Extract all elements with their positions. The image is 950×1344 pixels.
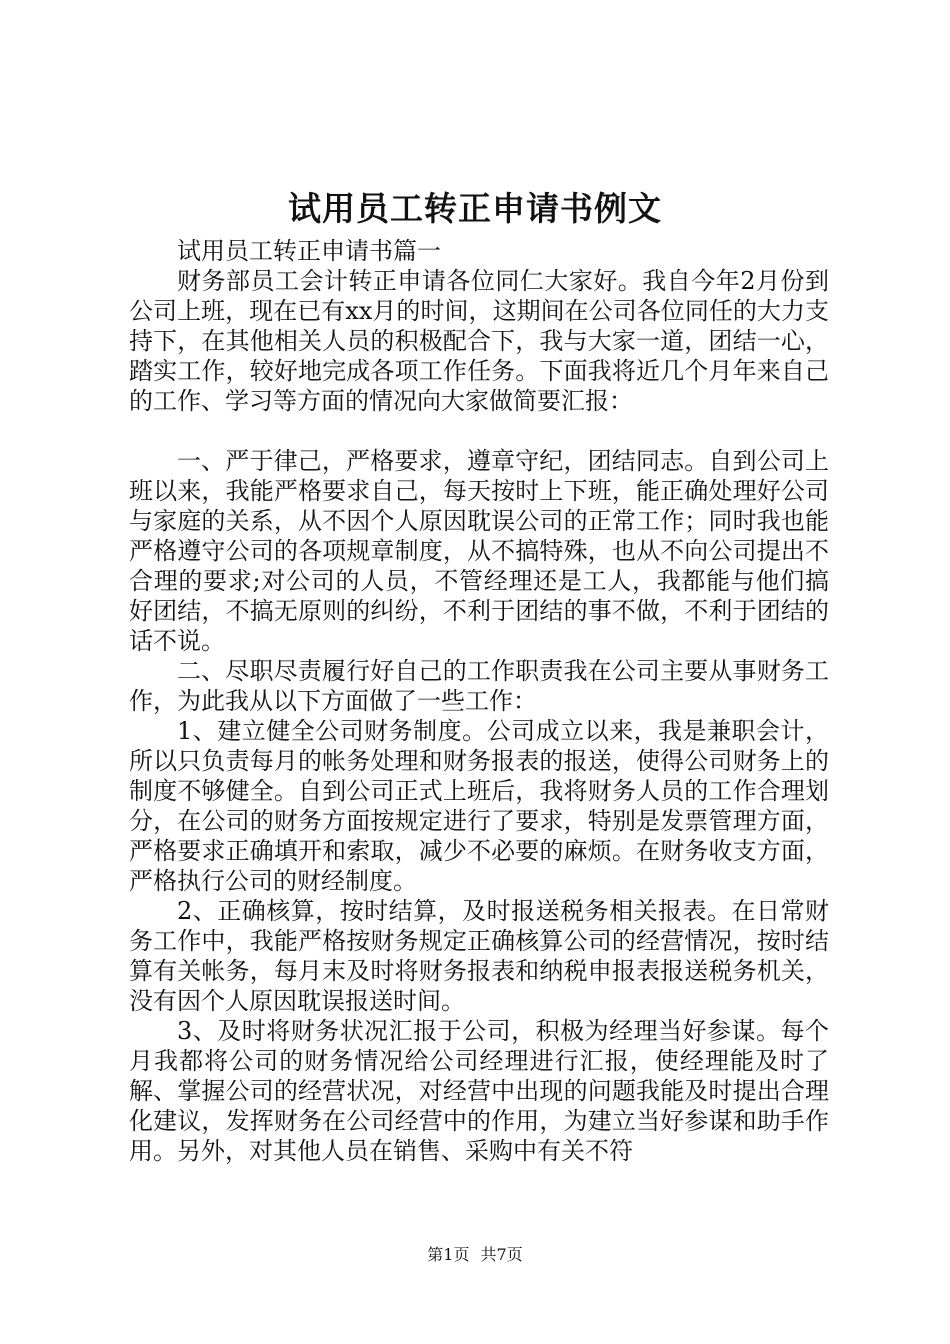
paragraph-discipline: 一、严于律己，严格要求，遵章守纪，团结同志。自到公司上班以来，我能严格要求自己，每天按时上下班，能正确处理好公司与家庭的关系，从不因个人原因耽误公司的正常工作；同时我也能严格遵守公司的各项规章制度，从不搞特殊，也从不向公司提出不合理的要求;对公司的人员，不管经理还是工人，我都能与他们搞好团结，不搞无原则的纠纷，不利于团结的事不做，不利于团结的话不说。 [129, 447, 829, 655]
section-heading: 试用员工转正申请书篇一 [177, 237, 441, 265]
paragraph-item-1: 1、建立健全公司财务制度。公司成立以来，我是兼职会计，所以只负责每月的帐务处理和财务报表的报送，使得公司财务上的制度不够健全。自到公司正式上班后，我将财务人员的工作合理划分，在公司的财务方面按规定进行了要求，特别是发票管理方面，严格要求正确填开和索取，减少不必要的麻烦。在财务收支方面，严格执行公司的财经制度。 [129, 717, 829, 895]
paragraph-intro: 财务部员工会计转正申请各位同仁大家好。我自今年2月份到公司上班，现在已有xx月的时间，这期间在公司各位同任的大力支持下，在其他相关人员的积极配合下，我与大家一道，团结一心，踏实工作，较好地完成各项工作任务。下面我将近几个月年来自己的工作、学习等方面的情况向大家做简要汇报： [129, 267, 829, 415]
document-title: 试用员工转正申请书例文 [288, 189, 662, 228]
paragraph-item-2: 2、正确核算，按时结算，及时报送税务相关报表。在日常财务工作中，我能严格按财务规定正确核算公司的经营情况，按时结算有关帐务，每月末及时将财务报表和纳税申报表报送税务机关，没有因个人原因耽误报送时间。 [129, 897, 829, 1015]
page-footer: 第1页 共7页 [427, 1245, 523, 1264]
paragraph-item-3: 3、及时将财务状况汇报于公司，积极为经理当好参谋。每个月我都将公司的财务情况给公司经理进行汇报，使经理能及时了解、掌握公司的经营状况，对经营中出现的问题我能及时提出合理化建议，发挥财务在公司经营中的作用，为建立当好参谋和助手作用。另外，对其他人员在销售、采购中有关不符 [129, 1017, 829, 1165]
paragraph-duties: 二、尽职尽责履行好自己的工作职责我在公司主要从事财务工作，为此我从以下方面做了一些工作： [129, 657, 829, 715]
document-body [129, 236, 829, 1166]
